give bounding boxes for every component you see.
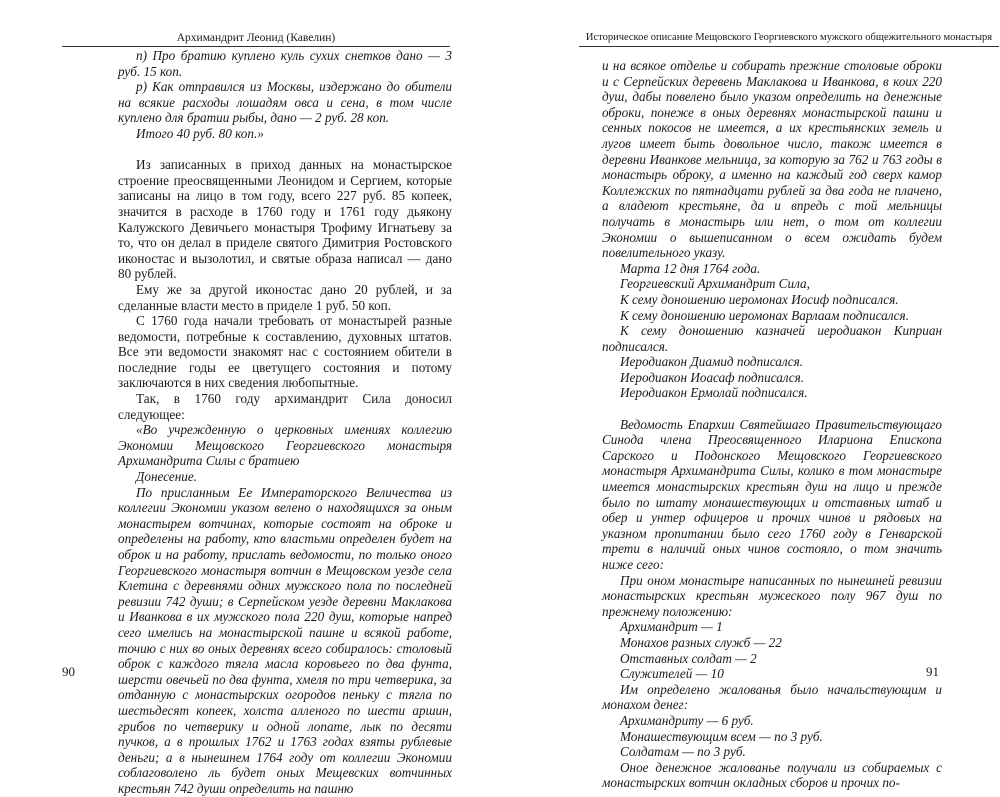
paragraph: Служителей — 10 (620, 666, 724, 682)
paragraph: К сему доношению иеромонах Варлаам подписался. (620, 307, 909, 323)
paragraph: К сему доношению иеромонах Иосиф подписался. (620, 291, 899, 307)
page-number-left: 90 (62, 664, 75, 679)
paragraph: Оное денежное жалованье получали из собираемых с монастырских вотчин окладных сборов и прочих по- (602, 759, 942, 791)
paragraph: При оном монастыре написанных по нынешней ревизии монастырских крестьян мужеского полу 967 душ по прежнему положению: (602, 572, 942, 619)
paragraph: п) Про братию куплено куль сухих снетков дано — 3 руб. 15 коп. (118, 48, 452, 79)
left-page-text (118, 48, 452, 797)
left-page (0, 0, 500, 796)
paragraph: Так, в 1760 году архимандрит Сила доносил следующее: (118, 391, 452, 422)
running-head-left: Архимандрит Леонид (Кавелин) (62, 30, 450, 47)
page-number-right: 91 (926, 664, 939, 679)
paragraph: «Во учрежденную о церковных имениях коллегию Экономии Мещовского Георгиевского монастыря Архимандрита Силы с братиею (118, 422, 452, 469)
paragraph: Им определено жалованья было начальствующим и монахом денег: (602, 681, 942, 713)
paragraph-gap (118, 142, 452, 158)
paragraph: К сему доношению казначей иеродиакон Киприан подписался. (602, 323, 942, 354)
paragraph: и на всякое отделье и собирать прежние столовые оброки и с Серпейских деревень Маклакова и Иванкова, в коих 220 душ, дабы повелено было указом определить на денежные оброки, понеже в оных деревнях монастырской пашни и сенных покосов не имеется, а их крестьянских земель и лугов имеет быть довольное число, також имеется в деревни Иванкове мельница, за которую за 762 и 763 годы в монастырь оброку, а именно на каждый год сверх камор Коллежских по пятнадцати рублей за два года не плачено, а владеют крестьяне, да и впредь с той мельницы получать в монастырь или нет, о том от коллегии Экономии о вышеписанном о всем ожидать будем повелительного указу. (602, 58, 942, 261)
paragraph: Донесение. (136, 469, 198, 485)
paragraph: С 1760 года начали требовать от монастырей разные ведомости, потребные к составлению, духовных штатов. Все эти ведомости знакомят нас с состоянием обители в последние годы ее цветущего состояния и потому заключаются в них сведения любопытные. (118, 313, 452, 391)
paragraph: Иеродиакон Иоасаф подписался. (620, 369, 804, 385)
paragraph: Солдатам — по 3 руб. (620, 744, 746, 760)
paragraph: Иеродиакон Диамид подписался. (620, 354, 804, 370)
paragraph: Ведомость Епархии Святейшаго Правительствующаго Синода члена Преосвященного Илариона Епископа Сарского и Подонского Мещовского Георгиевского монастыря Архимандрита Силы, колико в том монастыре имеется монастырских крестьян душ на лицо и прежде было по штату монашествующих и отставных штаб и обер и унтер офицеров и прочих чинов и рядовых на указном пропитании было сего 1760 году в Генварской трети в наличий оных чинов состояло, о том значить ниже сего: (602, 416, 942, 572)
paragraph-gap (602, 401, 942, 417)
paragraph: Иеродиакон Ермолай подписался. (620, 385, 808, 401)
paragraph: Отставных солдат — 2 (620, 650, 757, 666)
paragraph: Архимандриту — 6 руб. (620, 712, 754, 728)
paragraph: Монахов разных служб — 22 (620, 634, 782, 650)
paragraph: Из записанных в приход данных на монастырское строение преосвященными Леонидом и Сергием, которые записаны на лицо в том году, всего 227 руб. 85 копеек, значится в расходе в 1760 году и 1761 году дьякону Калужского Девичьего монастыря Трофиму Игнатьеву за то, что он делал в приделе святого Димитрия Ростовского иконостас и вызолотил, и святые образа написал — дано 80 рублей. (118, 157, 452, 282)
right-page-text (602, 58, 942, 791)
right-page (500, 0, 1000, 791)
paragraph: Архимандрит — 1 (620, 619, 723, 635)
paragraph: Марта 12 дня 1764 года. (620, 260, 761, 276)
paragraph: По присланным Ее Императорского Величества из коллегии Экономии указом велено о находящихся за оным монастырем вотчинах, которые состоят на оброке и определены на работу, кто властьми определен будет на оброк и на работу, прислать ведомости, по только оного Георгиевского монастыря вотчин в Мещовском уезде села Клетина с деревнями одних мужского пола по последней ревизии 742 души; в Серпейском уезде деревни Маклакова и Иванкова в их мужского пола 220 душ, которые напред сего имелись на монастырской пашне и всякой работе, точию с них во оных деревнях всего собиралось: столовый оброк с каждого тягла масла коровьего по два фунта, шерсти овечьей по два фунта, хмеля по три четверика, за отданную с монастырских огородов пеньку с тягла по шестьдесят копеек, холста алленого по шести аршин, грибов по четверику и одной лопате, лык по десяти пучков, а в прошлых 1762 и 1763 годах взяты рублевые деньги; а в нынешнем 1764 году от коллегии Экономии соблаговолено ль будет оных Мещевских вотчинных крестьян 742 души определить на пашню (118, 484, 452, 796)
paragraph: Ему же за другой иконостас дано 20 рублей, и за сделанные власти место в приделе 1 руб. 50 коп. (118, 281, 452, 313)
paragraph: Монашествующим всем — по 3 руб. (620, 728, 823, 744)
running-head-right: Историческое описание Мещовского Георгиевского мужского общежительного монастыря (579, 30, 999, 47)
paragraph: Георгиевский Архимандрит Сила, (620, 276, 810, 292)
paragraph: Итого 40 руб. 80 коп.» (136, 125, 264, 141)
paragraph: р) Как отправился из Москвы, издержано до обители на всякие расходы лошадям овса и сена, в том числе куплено для братии рыбы, дано — 2 руб. 28 коп. (118, 79, 452, 126)
